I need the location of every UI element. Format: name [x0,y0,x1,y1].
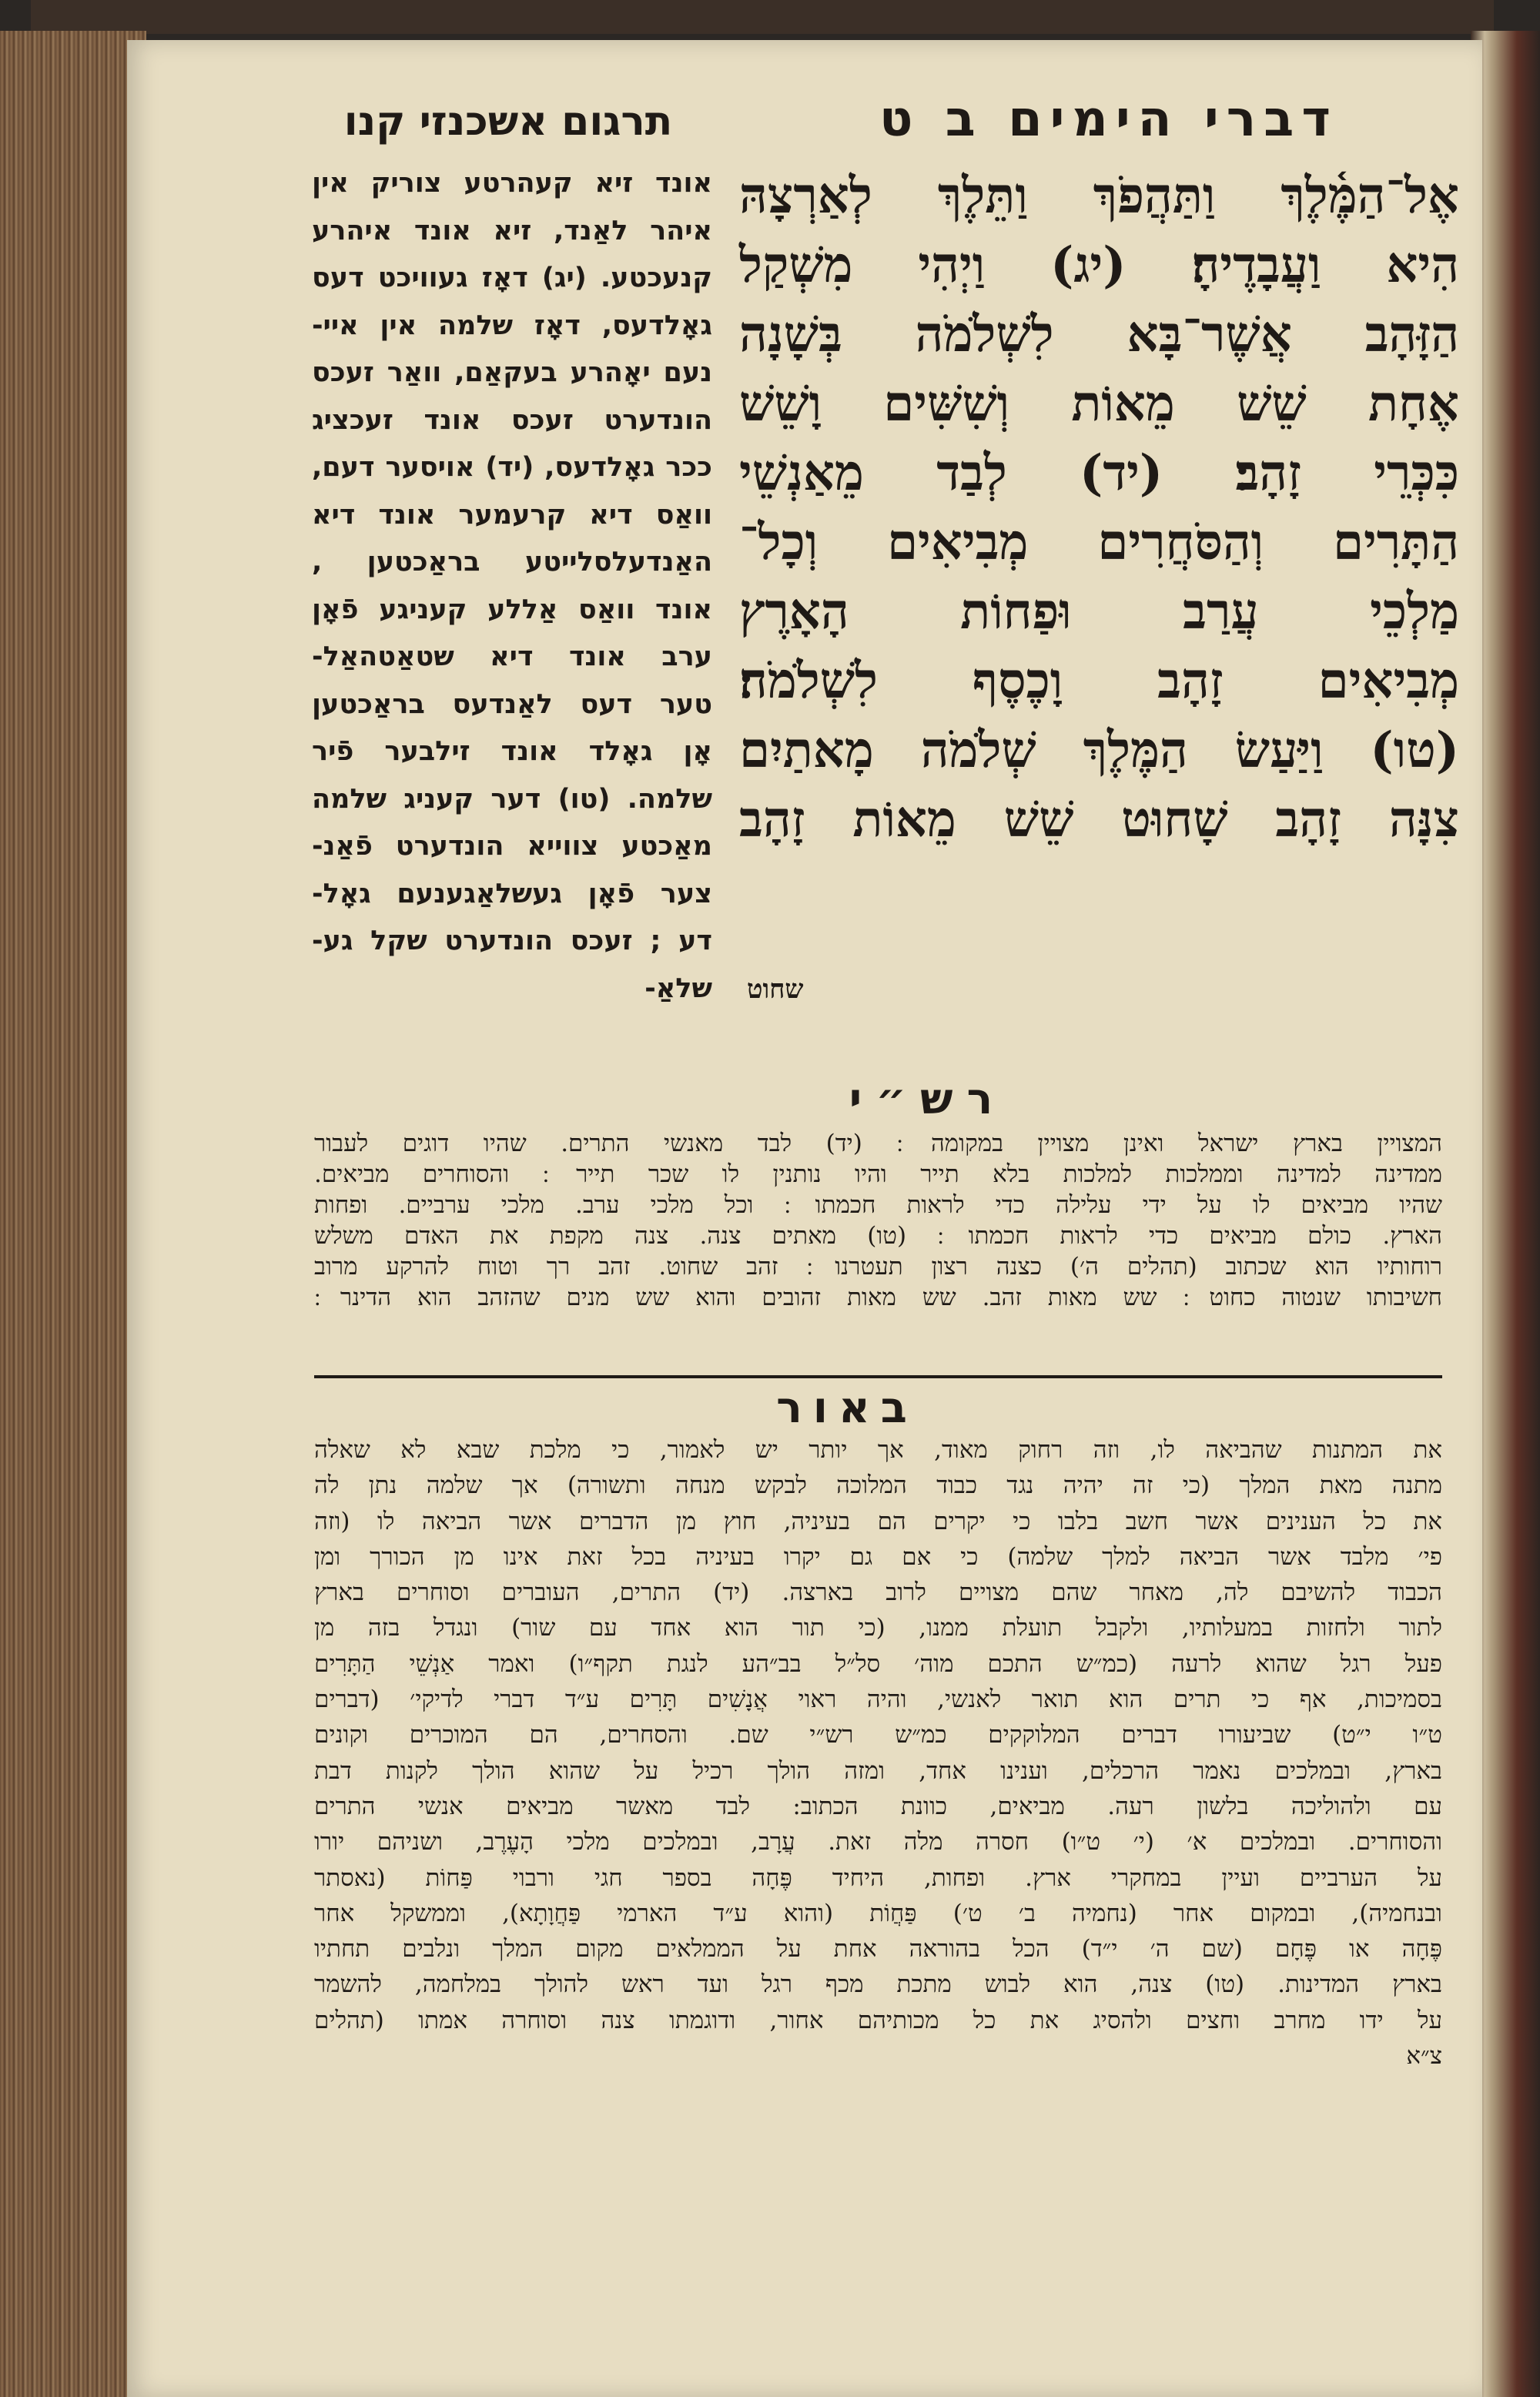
book-top-edge [31,0,1494,34]
rashi-heading: רש״י [849,1074,1007,1124]
targum-line: צער פֿאָן געשלאַגענעם גאָל- [312,878,712,909]
targum-line: שלאַ- [644,973,712,1004]
targum-line: שלמה. (טו) דער קעניג שלמה [312,783,712,815]
targum-line: איהר לאַנד, זיא אונד איהרע [312,215,712,246]
biur-line: מתנה מאת המלך (כי זה יהיה נגד כבוד המלוכה לבקש מנחה ותשורה) אך שלמה נתן לה [314,1471,1442,1500]
targum-line: ערב אונד דיא שטאַטהאַל- [312,641,712,672]
running-header-targum-page-number: תרגום אשכנזי קנו [343,99,673,145]
rashi-line: רוחותיו הוא שכתוב (תהלים ה׳) כצנה רצון תעטרנו ׃ זהב שחוט. זהב רך וטוח להרקע מרוב [314,1253,1442,1281]
targum-line: דע ; זעכס הונדערט שקל גע- [312,926,712,956]
biur-line: פעל רגל שהוא לרעה (כמ״ש התכם מוה׳ סל״ל בב״הע לנגת תקף״ו) ואמר אַנְשֵׁי הַתָּרִים [314,1649,1442,1678]
biur-line: בארץ המדינות. (טו) צנה, הוא לבוש מתכת מכף רגל ועד ראש להולך במלחמה, להשמר [314,1970,1442,1999]
targum-line: האַנדעלסלייטע בראַכטען , [312,547,712,577]
biur-line: הכבוד להשיבם לה, מאחר שהם מצויים לרוב בארצה. (יד) התרים, העוברים וסוחרים בארץ [314,1578,1442,1607]
biur-line: בארץ, ובמלכים נאמר הרכלים, וענינו אחד, ומזה הולך רכיל על שהוא הולך לקנות דבת [314,1756,1442,1785]
section-divider [314,1375,1442,1378]
targum-line: הונדערט זעכס אונד זעכציג [312,404,712,436]
biur-line: ט״ו י״ט) שביעורו דברים המלוקקים כמ״ש רש״י שם. והסחרים, הם המוכרים וקונים [314,1721,1442,1749]
biur-line: ובנחמיה), ובמקום אחר (נחמיה ב׳ ט׳) פַּחֲוֹת (והוא ע״ד הארמי פַּחֲוָתָא), וממשקל אחר [314,1899,1442,1927]
biur-line: על הערביים ועיין במחקרי ארץ. ופחות, היחיד פֶּחָה בספר חגי ורבוי פַּחוֹת (נאסתר [314,1863,1442,1892]
biur-line: על ידו מחרב וחצים ולהסיג את כל מכותיהם אחור, ודוגמתו צנה וסוחרה אמתו (תהלים [314,2006,1442,2034]
biur-line: פי׳ מלבד אשר הביאה למלך שלמה) כי אם גם יקרו בעיניה בכל זאת אינו מן הכורך ומן [314,1542,1442,1571]
main-text-line: כִּכְּרֵי זָהָב׃ (יד) לְבַד מֵאַנְשֵׁי [739,444,1459,502]
biur-line: והסוחרים. ובמלכים א׳ (י׳ ט״ו) חסרה מלה זאת. עֲרָב, ובמלכים מלכי הָעֶרֶב, ושניהם יורו [314,1828,1442,1856]
rashi-commentary [314,1128,1442,1313]
running-header-book-chapter: דברי הימים ב ט [879,91,1338,148]
main-text-line: הִיא וַעֲבָדֶיהָ׃ (יג) וַיְהִי מִשְׁקַל [739,236,1459,294]
targum-line: טער דעס לאַנדעס בראַכטען [312,688,712,720]
targum-line: ככר גאָלדעס, (יד) אויסער דעם, [312,452,712,483]
biur-line: עם ולהוליכה בלשון רעה. מביאים, כוונת הכתוב: לבד מאשר מביאים אנשי התרים [314,1792,1442,1820]
main-text-line: הַזָּהָב אֲשֶׁר־בָּא לִשְׁלֹמֹה בְּשָׁנָה [739,306,1459,363]
main-text-line: (טו) וַיַּעַשׂ הַמֶּלֶךְ שְׁלֹמֹה מָאתַיִם [739,721,1459,779]
targum-line: אָן גאָלד אונד זילבער פֿיר [312,736,712,767]
book-page-edges [0,31,146,2397]
rashi-line: המצויין בארץ ישראל ואינן מצויין במקומה ׃ (יד) לבד מאנשי התרים. שהיו דוגים לעבור [314,1130,1442,1157]
catchword: שחוט [747,974,804,1005]
main-text-line: אֶל־הַמֶּ֫לֶךְ וַתַּהֲפֹךְ וַתֵּלֶךְ לְאַרְצָהּ [739,167,1459,225]
targum-line: אונד זיא קעהרטע צוריק אין [312,168,712,199]
main-bible-text [739,162,1459,855]
rashi-line: חשיבותו שנטוה כחוט ׃ שש מאות זהב. שש מאות זהובים והוא שש מנים שהזהב הוא הדינר ׃ [314,1284,1442,1311]
biur-line: צ״א [1406,2042,1442,2071]
rashi-line: ממדינה למדינה וממלכות למלכות בלא תייר והיו נותנין לו שכר תייר ׃ והסוחרים מביאים. [314,1160,1442,1188]
targum-line: גאָלדעס, דאָז שלמה אין איי- [312,310,712,341]
main-text-line: צִנָּה זָהָב שָׁחוּט שֵׁשׁ מֵאוֹת זָהָב [739,791,1459,849]
targum-column [312,160,712,1013]
targum-line: נעם יאָהרע בעקאַם, וואַר זעכס [312,357,712,388]
main-text-line: הַתָּרִים וְהַסֹּחֲרִים מְבִיאִים וְכָל־ [739,514,1459,571]
biur-commentary [314,1432,1442,2074]
biur-heading: באור [776,1383,918,1433]
targum-line: אונד וואַס אַללע קעניגע פֿאָן [312,594,712,625]
targum-line: קנעכטע. (יג) דאָז געוויכט דעס [312,263,712,293]
main-text-line: מְבִיאִים זָהָב וָכֶסֶף לִשְׁלֹמֹה׃ [739,652,1459,710]
targum-line: מאַכטע צווייא הונדערט פֿאַנ- [312,831,712,862]
biur-line: בסמיכות, אף כי תרים הוא תואר לאנשי, והיה ראוי אֲנָשִׁים תָּרִים ע״ד דברי לדיקי׳ (דברים [314,1686,1442,1714]
biur-line: את המתנות שהביאה לו, וזה רחוק מאוד, אך יותר יש לאמור, כי מלכת שבא לא שאלה [314,1436,1442,1464]
biur-line: פֶּחָה או פֶּחָם (שם ה׳ י״ד) הכל בהוראה אחת על הממלאים מקום המלך ונלבים תחתיו [314,1935,1442,1963]
rashi-line: הארץ. כולם מביאים כדי לראות חכמתו ׃ (טו) מאתים צנה. צנה מקפת את האדם משלש [314,1222,1442,1250]
biur-line: את כל הענינים אשר חשב בלבו כי יקרים הם בעיניה, חוץ מן הדברים אשר הביאה לו (וזה [314,1507,1442,1535]
rashi-line: שהיו מביאים לו על ידי עלילה כדי לראות חכמתו ׃ וכל מלכי ערב. מלכי ערביים. ופחות [314,1191,1443,1219]
main-text-line: אֶחָת שֵׁשׁ מֵאוֹת וְשִׁשִּׁים וָשֵׁשׁ [739,375,1459,433]
main-text-line: מַלְכֵי עֲרַב וּפַחוֹת הָאָרֶץ [739,583,1459,641]
biur-line: לתור ולחזות במעלותיו, ולקבל תועלת ממנו, (כי תור הוא אחד עם שור) ונגדל בזה מן [314,1614,1442,1642]
targum-line: וואַס דיא קרעמער אונד דיא [312,499,712,531]
